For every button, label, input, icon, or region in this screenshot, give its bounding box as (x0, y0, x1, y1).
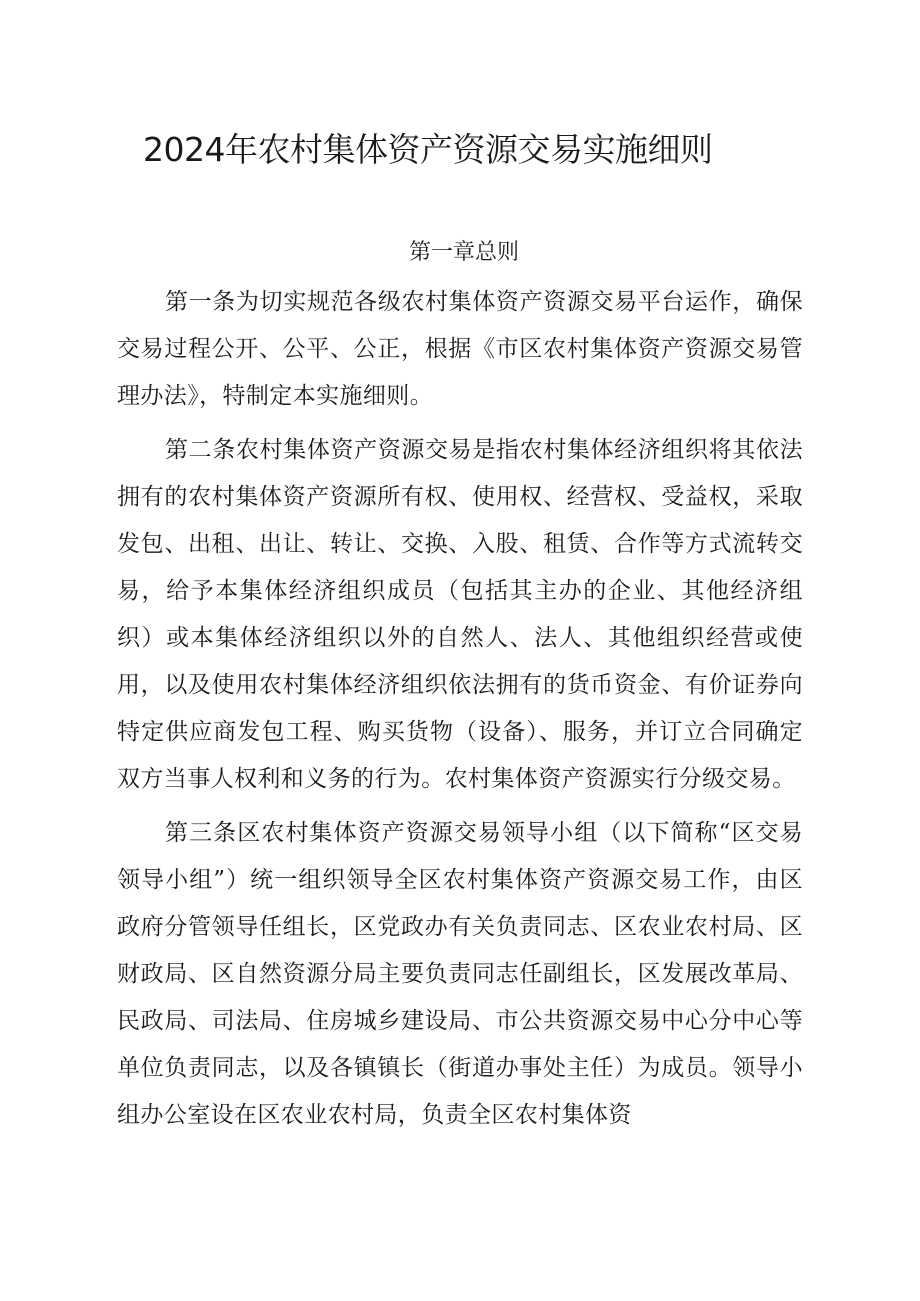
document-title: 2024年农村集体资产资源交易实施细则 (143, 130, 713, 169)
chapter-heading: 第一章总则 (408, 240, 519, 265)
article-1-paragraph: 第一条为切实规范各级农村集体资产资源交易平台运作，确保交易过程公开、公平、公正，根据《市区农村集体资产资源交易管理办法》，特制定本实施细则。 (117, 289, 803, 409)
article-2-paragraph: 第二条农村集体资产资源交易是指农村集体经济组织将其依法拥有的农村集体资产资源所有权、使用权、经营权、受益权，采取发包、出租、出让、转让、交换、入股、租赁、合作等方式流转交易，给予本集体经济组织成员（包括其主办的企业、其他经济组织）或本集体经济组织以外的自然人、法人、其他组织经营或使用，以及使用农村集体经济组织依法拥有的货币资金、有价证券向特定供应商发包工程、购买货物（设备）、服务，并订立合同确定双方当事人权利和义务的行为。农村集体资产资源实行分级交易。 (117, 437, 803, 792)
article-3-paragraph: 第三条区农村集体资产资源交易领导小组（以下简称“区交易领导小组”）统一组织领导全区农村集体资产资源交易工作，由区政府分管领导任组长，区党政办有关负责同志、区农业农村局、区财政局、区自然资源分局主要负责同志任副组长，区发展改革局、民政局、司法局、住房城乡建设局、市公共资源交易中心分中心等单位负责同志，以及各镇镇长（街道办事处主任）为成员。领导小组办公室设在区农业农村局，负责全区农村集体资 (117, 820, 803, 1128)
document-body (117, 279, 803, 1146)
